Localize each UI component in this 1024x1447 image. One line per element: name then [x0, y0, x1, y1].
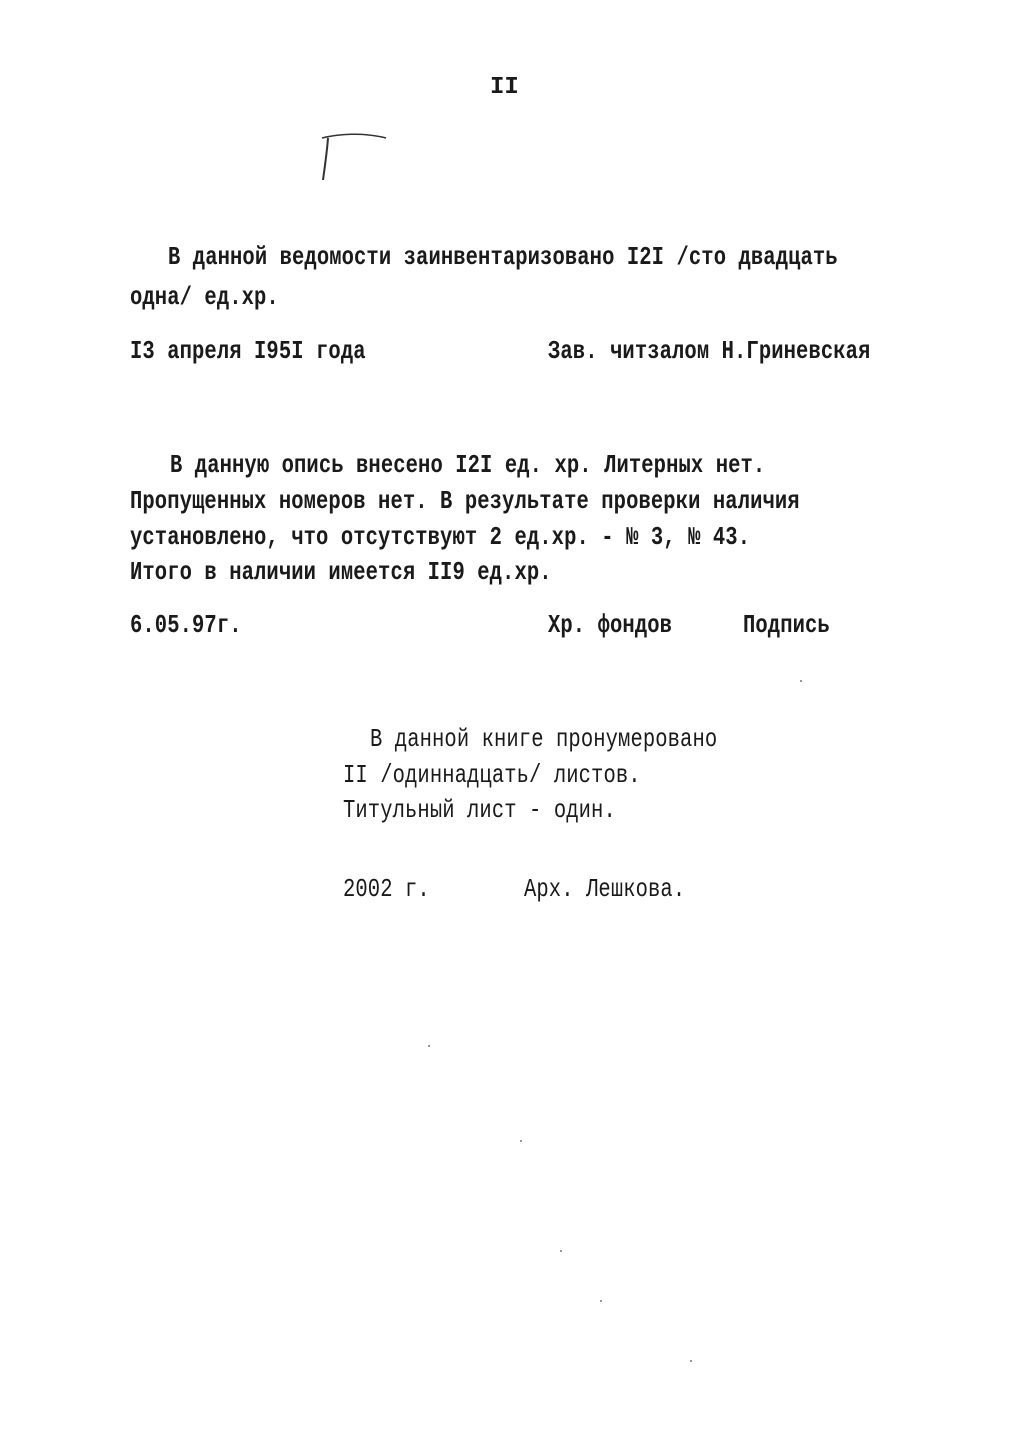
check-statement-line4: Итого в наличии имеется II9 ед.хр.	[130, 559, 552, 588]
page-number: II	[490, 74, 519, 101]
numbering-line1: В данной книге пронумеровано	[370, 726, 718, 755]
handwritten-mark-icon	[318, 130, 398, 190]
scan-speck	[690, 1360, 692, 1362]
check-statement-line1: В данную опись внесено I2I ед. хр. Литерных нет.	[170, 452, 766, 481]
numbering-line2: II /одиннадцать/ листов.	[343, 762, 641, 791]
scan-speck	[428, 1045, 430, 1047]
scan-speck	[560, 1250, 562, 1252]
inventory-statement-line1: В данной ведомости заинвентаризовано I2I /сто двадцать	[168, 244, 838, 273]
check-position: Хр. фондов	[548, 612, 673, 641]
scan-speck	[800, 680, 802, 682]
scan-speck	[600, 1300, 602, 1302]
inventory-statement-line2: одна/ ед.хр.	[130, 284, 279, 313]
numbering-signature: Арх. Лешкова.	[524, 876, 686, 905]
numbering-line3: Титульный лист - один.	[343, 797, 616, 826]
numbering-date: 2002 г.	[343, 876, 430, 905]
check-signature: Подпись	[743, 612, 830, 641]
check-statement-line2: Пропущенных номеров нет. В результате проверки наличия	[130, 488, 800, 517]
inventory-signature: Зав. читзалом Н.Гриневская	[548, 338, 871, 367]
inventory-date: I3 апреля I95I года	[130, 338, 366, 367]
check-date: 6.05.97г.	[130, 612, 242, 641]
check-statement-line3: установлено, что отсутствуют 2 ед.хр. - № 3, № 43.	[130, 524, 751, 553]
scan-speck	[520, 1140, 522, 1142]
